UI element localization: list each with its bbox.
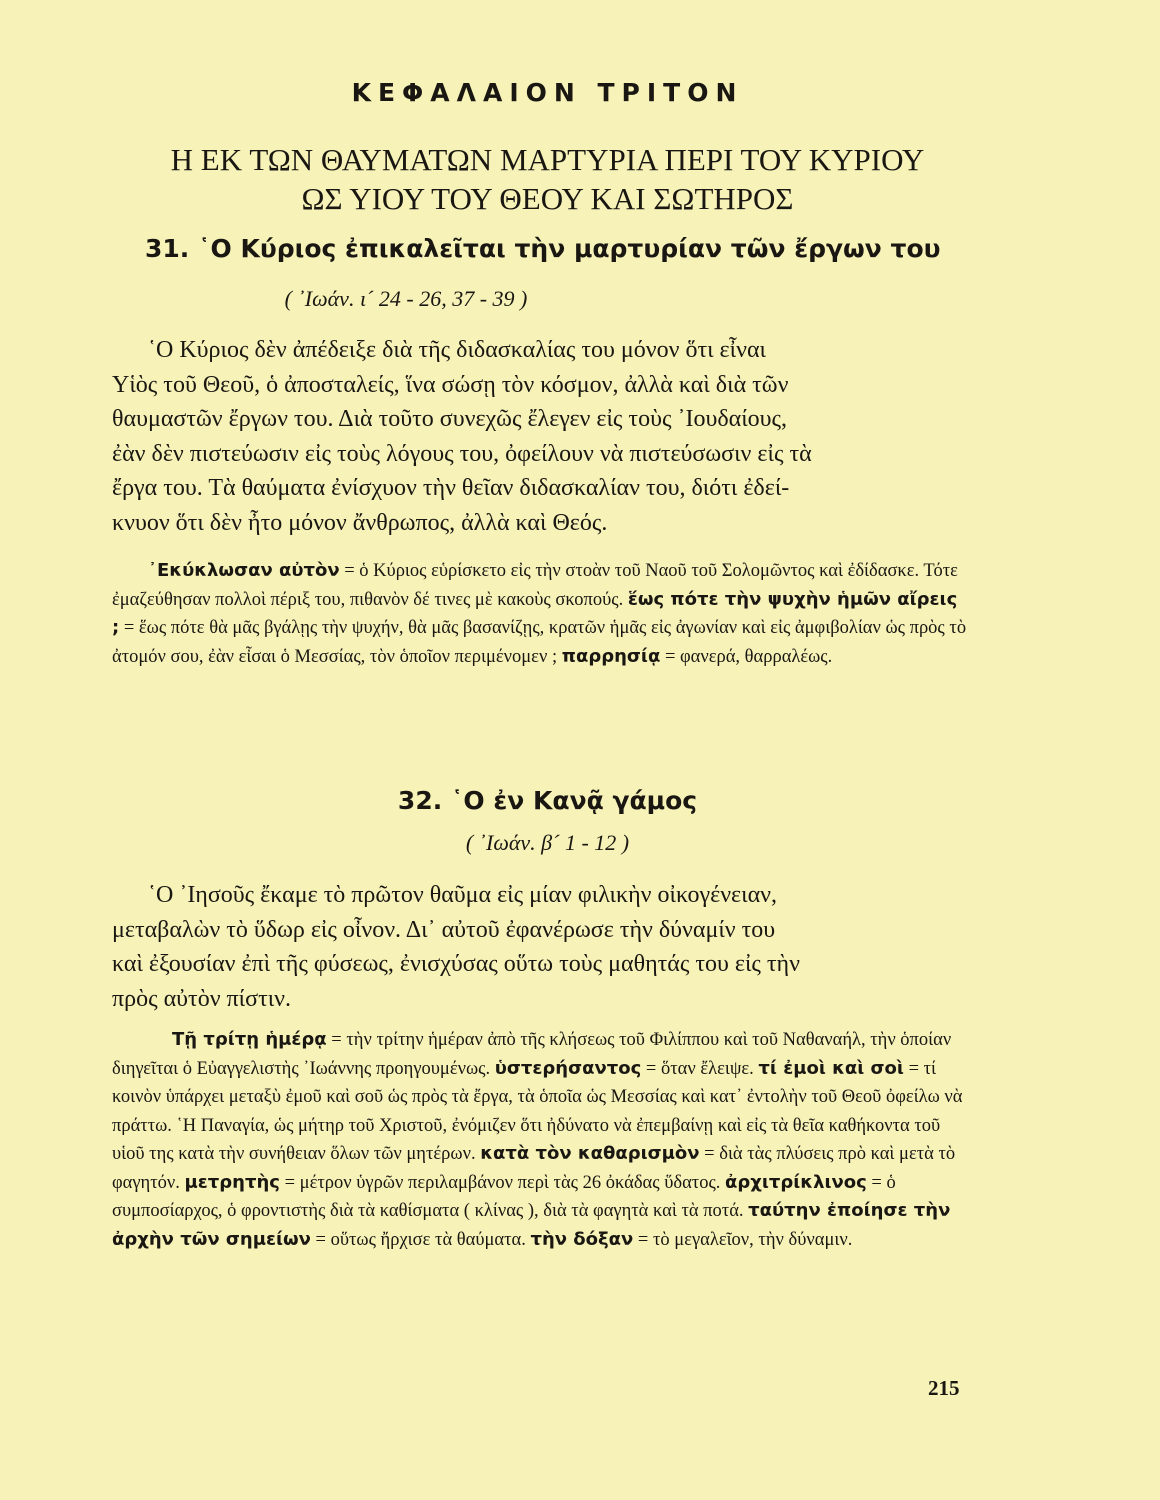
section-32-title: 32. ῾Ο ἐν Κανᾷ γάμος [397, 786, 698, 815]
note-term: ᾿Εκύκλωσαν αὐτὸν [148, 560, 340, 581]
section-31-notes [112, 557, 970, 671]
paragraph-line: κνυον ὅτι δὲν ἦτο μόνον ἄνθρωπος, ἀλλὰ καὶ Θεός. [112, 509, 608, 536]
chapter-title-line-2: ΩΣ ΥΙΟΥ ΤΟΥ ΘΕΟΥ ΚΑΙ ΣΩΤΗΡΟΣ [301, 181, 794, 216]
note-term: Τῇ τρίτῃ ἡμέρᾳ [172, 1029, 327, 1050]
note-term: παρρησίᾳ [561, 645, 661, 667]
note-definition: = οὕτως ἤρχισε τὰ θαύματα. [315, 1229, 526, 1250]
note-term: τί ἐμοὶ καὶ σοὶ [758, 1057, 904, 1079]
note-definition: = ὁ Κύριος εὑρίσκετο εἰς τὴν στοὰν τοῦ Ναοῦ τοῦ Σολομῶντος καὶ ἐδίδασκε. Τότε ἐμαζεύθησαν πολλοὶ πέριξ του, πιθανὸν δέ τινες μὲ κακοὺς σκοπούς. [112, 561, 958, 610]
paragraph-line: μεταβαλὼν τὸ ὕδωρ εἰς οἶνον. Δι᾿ αὐτοῦ ἐφανέρωσε τὴν δύναμίν του [112, 916, 776, 943]
paragraph-line: ῾Ο Κύριος δὲν ἀπέδειξε διὰ τῆς διδασκαλίας του μόνον ὅτι εἶναι [148, 337, 766, 363]
section-31-title: 31. ῾Ο Κύριος ἐπικαλεῖται τὴν μαρτυρίαν τῶν ἔργων του [145, 234, 941, 263]
note-definition: = τὸ μεγαλεῖον, τὴν δύναμιν. [637, 1229, 853, 1250]
section-32-notes [112, 1026, 970, 1254]
section-31-reference: ( ᾿Ιωάν. ι´ 24 - 26, 37 - 39 ) [284, 286, 528, 311]
chapter-label: ΚΕΦΑΛΑΙΟΝ ΤΡΙΤΟΝ [351, 78, 744, 107]
section-32-paragraph [112, 878, 972, 1016]
page-number: 215 [928, 1376, 960, 1400]
chapter-title-line-1: Η ΕΚ ΤΩΝ ΘΑΥΜΑΤΩΝ ΜΑΡΤΥΡΙΑ ΠΕΡΙ ΤΟΥ ΚΥΡΙΟΥ [170, 142, 925, 177]
paragraph-line: ἐὰν δὲν πιστεύωσιν εἰς τοὺς λόγους του, ὀφείλουν νὰ πιστεύσωσιν εἰς τὰ [112, 440, 812, 467]
note-term: ἀρχιτρίκλινος [725, 1171, 867, 1193]
note-term: ταύτην ἐποίησε τὴν ἀρχὴν τῶν σημείων [112, 1200, 951, 1250]
note-term: ἕως πότε τὴν ψυχὴν ἡμῶν αἴρεις ; [112, 588, 958, 638]
section-32-reference: ( ᾿Ιωάν. β´ 1 - 12 ) [465, 830, 630, 855]
note-term: κατὰ τὸν καθαρισμὸν [480, 1143, 700, 1164]
paragraph-line: πρὸς αὐτὸν πίστιν. [112, 985, 292, 1012]
note-term: τὴν δόξαν [530, 1228, 634, 1250]
paragraph-line: ῾Ο ᾿Ιησοῦς ἔκαμε τὸ πρῶτον θαῦμα εἰς μίαν φιλικὴν οἰκογένειαν, [148, 882, 778, 908]
paragraph-line: καὶ ἐξουσίαν ἐπὶ τῆς φύσεως, ἐνισχύσας οὕτω τοὺς μαθητάς του εἰς τὴν [112, 951, 800, 977]
note-definition: = φανερά, θαρραλέως. [664, 646, 833, 667]
note-definition: = τί κοινὸν ὑπάρχει μεταξὺ ἐμοῦ καὶ σοῦ ὡς πρὸς τὰ ἔργα, τὰ ὁποῖα ὡς Μεσσίας καὶ κατ᾿ ἐντολὴν τοῦ Θεοῦ ὀφείλω νὰ πράττω. ῾Η Παναγία, ὡς μήτηρ τοῦ Χριστοῦ, ἐνόμιζεν ὅτι ἠδύνατο νὰ ἐπεμβαίνῃ καὶ εἰς τὰ θεῖα καθήκοντα τοῦ υἱοῦ της κατὰ τὴν συνήθειαν ὅλων τῶν μητέρων. [112, 1058, 963, 1164]
note-term: ὑστερήσαντος [494, 1057, 642, 1079]
note-definition: = μέτρον ὑγρῶν περιλαμβάνον περὶ τὰς 26 ὀκάδας ὕδατος. [284, 1172, 721, 1193]
section-31-paragraph [112, 333, 972, 540]
note-definition: = ὁ συμποσίαρχος, ὁ φροντιστὴς διὰ τὰ καθίσματα ( κλίνας ), διὰ τὰ φαγητὰ καὶ τὰ ποτά. [112, 1172, 896, 1221]
note-definition: = τὴν τρίτην ἡμέραν ἀπὸ τῆς κλήσεως τοῦ Φιλίππου καὶ τοῦ Ναθαναήλ, τὴν ὁποίαν διηγεῖται ὁ Εὐαγγελιστὴς ᾿Ιωάννης προηγουμένως. [112, 1030, 952, 1079]
note-definition: = ὅταν ἔλειψε. [645, 1058, 754, 1079]
paragraph-line: ἔργα του. Τὰ θαύματα ἐνίσχυον τὴν θεῖαν διδασκαλίαν του, διότι ἐδεί- [112, 475, 790, 501]
note-definition: = ἕως πότε θὰ μᾶς βγάλῃς τὴν ψυχήν, θὰ μᾶς βασανίζῃς, κρατῶν ἡμᾶς εἰς ἀγωνίαν καὶ εἰς ἀμφιβολίαν ὡς πρὸς τὸ ἀτομόν σου, ἐὰν εἶσαι ὁ Μεσσίας, τὸν ὁποῖον περιμένομεν ; [112, 618, 967, 667]
note-term: μετρητὴς [184, 1171, 280, 1193]
paragraph-line: Υἱὸς τοῦ Θεοῦ, ὁ ἀποσταλείς, ἵνα σώσῃ τὸν κόσμον, ἀλλὰ καὶ διὰ τῶν [112, 371, 789, 398]
chapter-title [0, 140, 1095, 218]
paragraph-line: θαυμαστῶν ἔργων του. Διὰ τοῦτο συνεχῶς ἔλεγεν εἰς τοὺς ᾿Ιουδαίους, [112, 406, 788, 432]
note-definition: = διὰ τὰς πλύσεις πρὸ καὶ μετὰ τὸ φαγητόν. [112, 1144, 956, 1193]
